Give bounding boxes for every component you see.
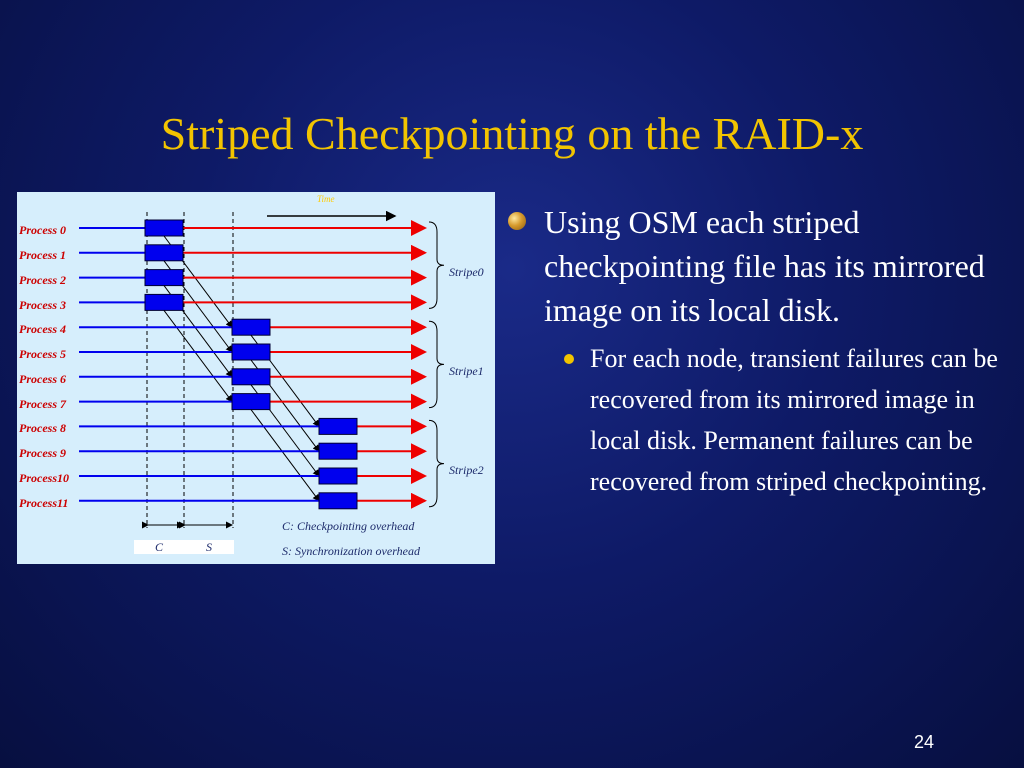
slide-title: Striped Checkpointing on the RAID-x — [160, 108, 864, 159]
checkpoint-block — [145, 220, 183, 236]
stripe-brace — [429, 420, 444, 506]
checkpoint-block — [145, 270, 183, 286]
stripe-label: Stripe1 — [449, 364, 484, 378]
process-label: Process10 — [19, 471, 69, 485]
bullet-main-text: Using OSM each striped checkpointing file has its mirrored image on its local disk. — [544, 204, 985, 328]
stripe-label: Stripe2 — [449, 463, 484, 477]
process-label: Process 2 — [19, 273, 66, 287]
checkpoint-block — [319, 443, 357, 459]
checkpoint-block — [145, 294, 183, 310]
stripe-brace — [429, 321, 444, 407]
process-label: Process 7 — [19, 397, 66, 411]
bullet-icon — [508, 212, 526, 230]
mirror-arrow — [164, 310, 232, 401]
checkpoint-block — [319, 468, 357, 484]
legend-synchronization: S: Synchronization overhead — [282, 544, 420, 558]
checkpoint-block — [232, 394, 270, 410]
process-label: Process 3 — [19, 298, 66, 312]
checkpoint-block — [232, 319, 270, 335]
mirror-arrow — [251, 410, 319, 501]
striped-checkpointing-diagram — [17, 192, 495, 564]
process-label: Process11 — [19, 496, 69, 510]
process-label: Process 1 — [19, 248, 66, 262]
page-number: 24 — [914, 732, 935, 752]
checkpoint-block — [232, 344, 270, 360]
bullet-sub — [552, 338, 1006, 502]
checkpoint-block — [319, 493, 357, 509]
checkpoint-block — [319, 418, 357, 434]
process-label: Process 6 — [19, 372, 66, 386]
c-label: C — [134, 540, 184, 554]
process-label: Process 0 — [19, 223, 66, 237]
legend-checkpointing: C: Checkpointing overhead — [282, 519, 415, 533]
stripe-brace — [429, 222, 444, 308]
process-label: Process 5 — [19, 347, 66, 361]
process-label: Process 8 — [19, 421, 66, 435]
bullet-sub-text: For each node, transient failures can be recovered from its mirrored image in local disk. Permanent failures can be recovered from striped checkpointing. — [590, 344, 998, 496]
process-label: Process 9 — [19, 446, 66, 460]
s-label: S — [184, 540, 234, 554]
time-label: Time — [317, 194, 335, 204]
process-label: Process 4 — [19, 322, 66, 336]
sub-bullet-icon — [564, 354, 574, 364]
stripe-label: Stripe0 — [449, 265, 484, 279]
bullet-main — [506, 200, 1006, 332]
checkpoint-block — [232, 369, 270, 385]
bullet-list — [506, 200, 1006, 502]
checkpoint-block — [145, 245, 183, 261]
